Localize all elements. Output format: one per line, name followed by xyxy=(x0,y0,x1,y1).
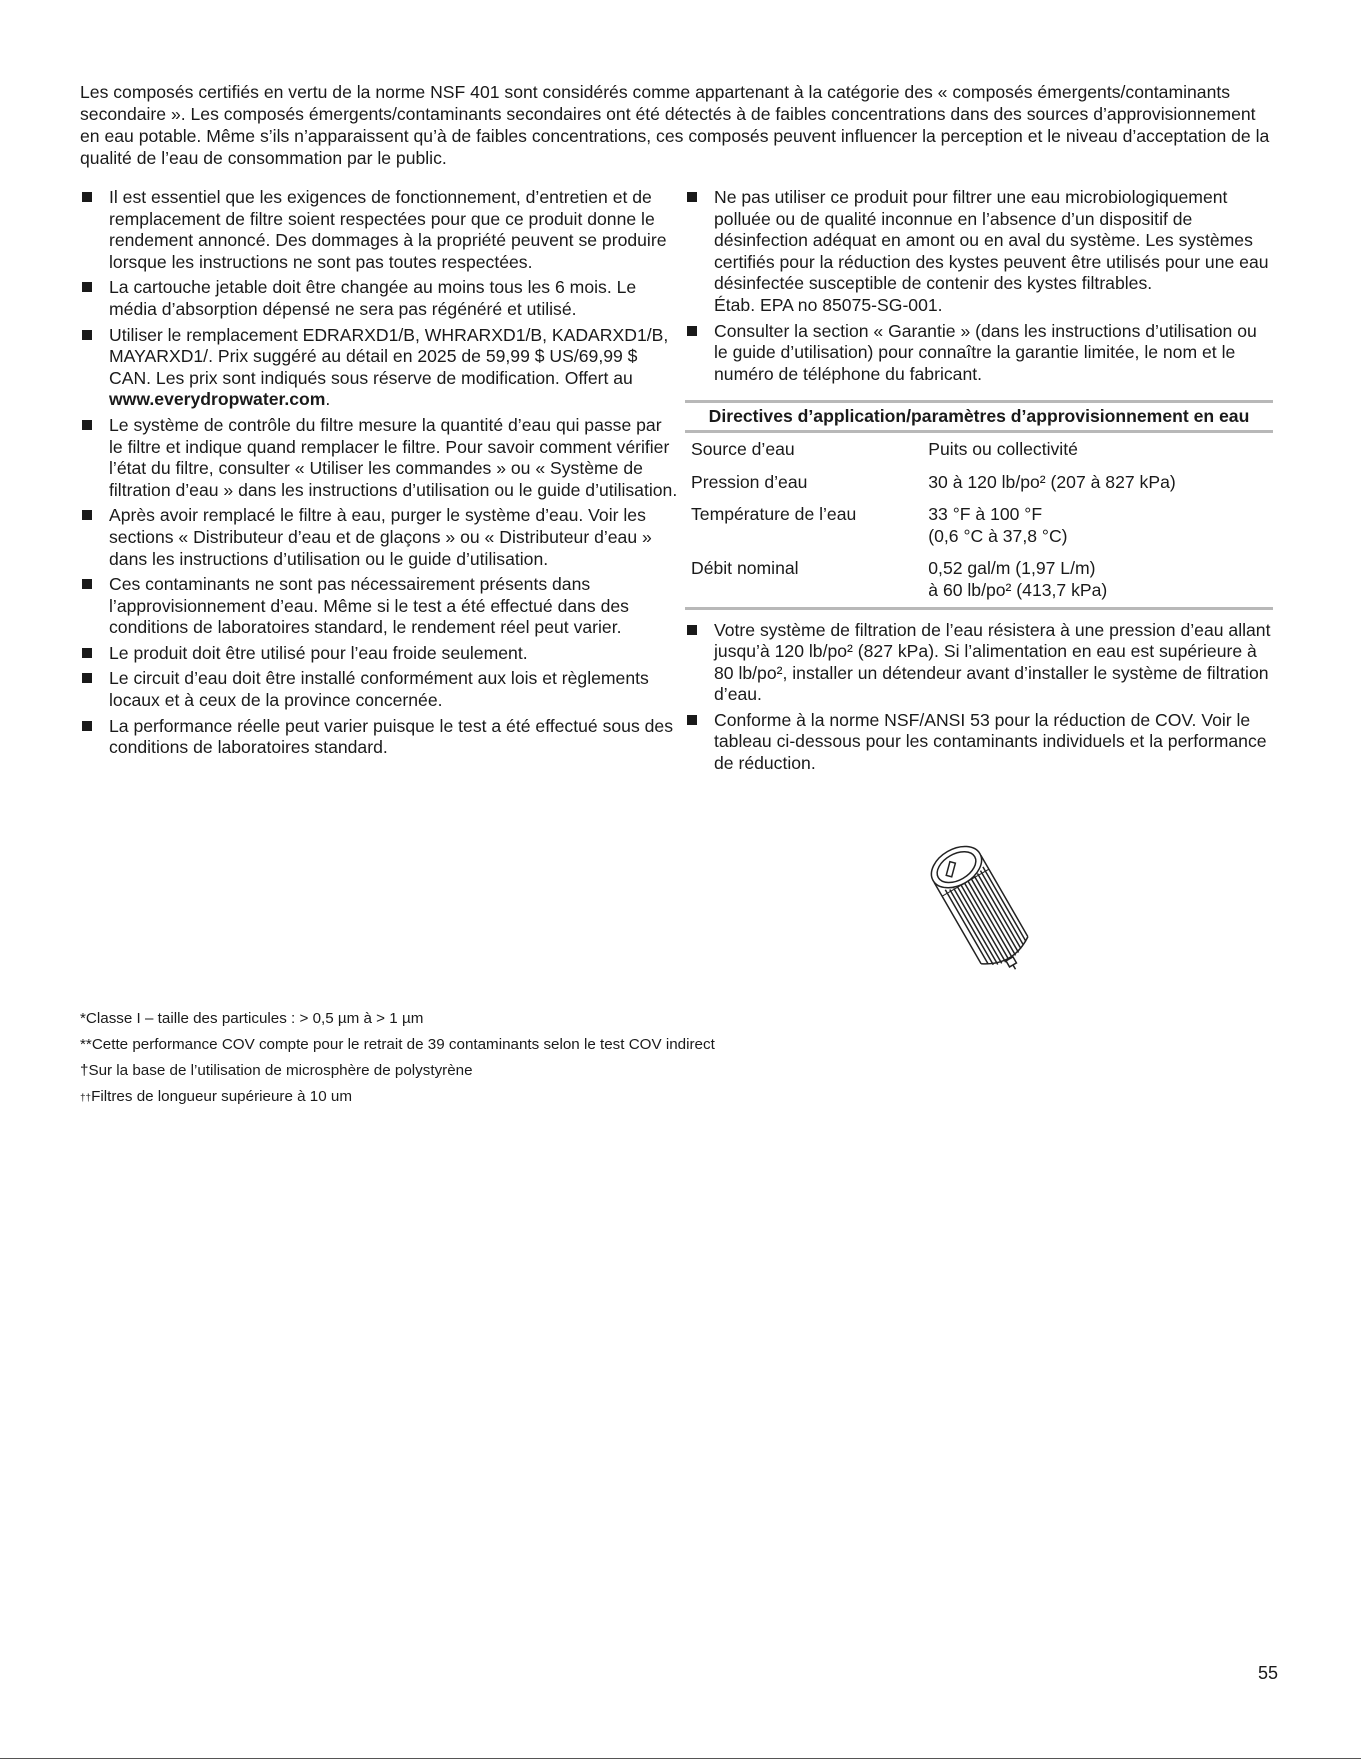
list-item: Le circuit d’eau doit être installé conformément aux lois et règlements locaux et à ceux de la province concernée. xyxy=(80,668,678,711)
bullet-square-icon xyxy=(82,510,92,520)
bullet-square-icon xyxy=(82,579,92,589)
left-column xyxy=(80,187,678,763)
table-title: Directives d’application/paramètres d’approvisionnement en eau xyxy=(685,402,1273,432)
row-label: Débit nominal xyxy=(685,552,924,608)
row-value: 33 °F à 100 °F (0,6 °C à 37,8 °C) xyxy=(928,504,1068,546)
bullet-square-icon xyxy=(82,192,92,202)
list-item: Ne pas utiliser ce produit pour filtrer une eau microbiologiquement polluée ou de qualité inconnue en l’absence d’un dispositif de désinfection adéquat en amont ou en aval du système. Les systèmes certifiés pour la réduction des kystes peuvent être utilisés pour une eau désinfectée susceptible de contenir des kystes filtrables. Étab. EPA no 85075-SG-001. xyxy=(685,187,1273,317)
bullet-square-icon xyxy=(687,625,697,635)
water-filter-cartridge-icon xyxy=(918,838,1048,988)
bullet-square-icon xyxy=(82,420,92,430)
footnote: †Sur la base de l’utilisation de microsphère de polystyrène xyxy=(80,1062,473,1079)
bullet-square-icon xyxy=(82,648,92,658)
intro-paragraph: Les composés certifiés en vertu de la norme NSF 401 sont considérés comme appartenant à la catégorie des « composés émergents/contaminants secondaire ». Les composés émergents/contaminants secondaires ont été détectés à de faibles concentrations dans des sources d’approvisionnement en eau potable. Même s’ils n’apparaissent qu’à de faibles concentrations, ces composés peuvent influencer la perception et le niveau d’acceptation de la qualité de l’eau de consommation par le public. xyxy=(80,82,1270,168)
bullet-square-icon xyxy=(82,330,92,340)
bullet-square-icon xyxy=(82,673,92,683)
bullet-square-icon xyxy=(82,721,92,731)
list-item: Consulter la section « Garantie » (dans les instructions d’utilisation ou le guide d’utilisation) pour connaître la garantie limitée, le nom et le numéro de téléphone du fabricant. xyxy=(685,321,1273,386)
bullet-square-icon xyxy=(687,192,697,202)
list-item: Il est essentiel que les exigences de fonctionnement, d’entretien et de remplacement de filtre soient respectées pour que ce produit donne le rendement annoncé. Des dommages à la propriété peuvent se produire lorsque les instructions ne sont pas toutes respectées. xyxy=(80,187,678,273)
right-column xyxy=(685,187,1273,779)
list-item: Le système de contrôle du filtre mesure la quantité d’eau qui passe par le filtre et indique quand remplacer le filtre. Pour savoir comment vérifier l’état du filtre, consulter « Utiliser les commandes » ou « Système de filtration d’eau » dans les instructions d’utilisation ou le guide d’utilisation. xyxy=(80,415,678,501)
row-label: Pression d’eau xyxy=(691,471,808,492)
list-item: Après avoir remplacé le filtre à eau, purger le système d’eau. Voir les sections « Distributeur d’eau et de glaçons » ou « Distributeur d’eau » dans les instructions d’utilisation ou le guide d’utilisation. xyxy=(80,505,678,570)
list-item: Votre système de filtration de l’eau résistera à une pression d’eau allant jusqu’à 120 lb/po² (827 kPa). Si l’alimentation en eau est supérieure à 80 lb/po², installer un détendeur avant d’installer le système de filtration d’eau. xyxy=(685,620,1273,706)
epa-establishment-number: Étab. EPA no 85075-SG-001. xyxy=(714,294,943,315)
page-number: 55 xyxy=(1258,1663,1279,1683)
right-bullet-list-top xyxy=(685,187,1273,385)
row-value: 30 à 120 lb/po² (207 à 827 kPa) xyxy=(928,471,1176,492)
bullet-square-icon xyxy=(687,326,697,336)
table-row xyxy=(685,552,1273,608)
page-bottom-rule xyxy=(0,1758,1361,1759)
left-bullet-list xyxy=(80,187,678,759)
row-label: Source d’eau xyxy=(691,438,795,459)
table-row xyxy=(685,498,1273,552)
list-item: La performance réelle peut varier puisque le test a été effectué sous des conditions de laboratoires standard. xyxy=(80,716,678,759)
bullet-square-icon xyxy=(82,282,92,292)
list-item: Ces contaminants ne sont pas nécessairement présents dans l’approvisionnement d’eau. Même si le test a été effectué dans des conditions de laboratoires standard, le rendement réel peut varier. xyxy=(80,574,678,639)
list-item: Utiliser le remplacement EDRARXD1/B, WHRARXD1/B, KADARXD1/B, MAYARXD1/. Prix suggéré au détail en 2025 de 59,99 $ US/69,99 $ CAN. Les prix sont indiqués sous réserve de modification. Offert au www.everydropwater.com. xyxy=(80,325,678,411)
list-item: Le produit doit être utilisé pour l’eau froide seulement. xyxy=(80,643,678,665)
table-row xyxy=(685,431,1273,465)
footnote: *Classe I – taille des particules : > 0,5 µm à > 1 µm xyxy=(80,1010,424,1027)
footnotes xyxy=(80,1009,980,1115)
right-bullet-list-bottom xyxy=(685,620,1273,775)
row-label: Température de l’eau xyxy=(691,504,857,525)
list-item: Conforme à la norme NSF/ANSI 53 pour la réduction de COV. Voir le tableau ci-dessous pour les contaminants individuels et la performance de réduction. xyxy=(685,710,1273,775)
double-dagger-symbol: †† xyxy=(80,1093,92,1104)
list-item: La cartouche jetable doit être changée au moins tous les 6 mois. Le média d’absorption dépensé ne sera pas régénéré et utilisé. xyxy=(80,277,678,320)
application-guidelines-table xyxy=(685,400,1273,609)
footnote: ††Filtres de longueur supérieure à 10 um xyxy=(80,1088,352,1105)
footnote: **Cette performance COV compte pour le retrait de 39 contaminants selon le test COV indirect xyxy=(80,1036,715,1053)
row-value: 0,52 gal/m (1,97 L/m) à 60 lb/po² (413,7 kPa) xyxy=(924,552,1273,608)
bullet-square-icon xyxy=(687,715,697,725)
table-row xyxy=(685,466,1273,499)
row-value: Puits ou collectivité xyxy=(928,438,1078,459)
website-link[interactable]: www.everydropwater.com xyxy=(109,389,326,410)
